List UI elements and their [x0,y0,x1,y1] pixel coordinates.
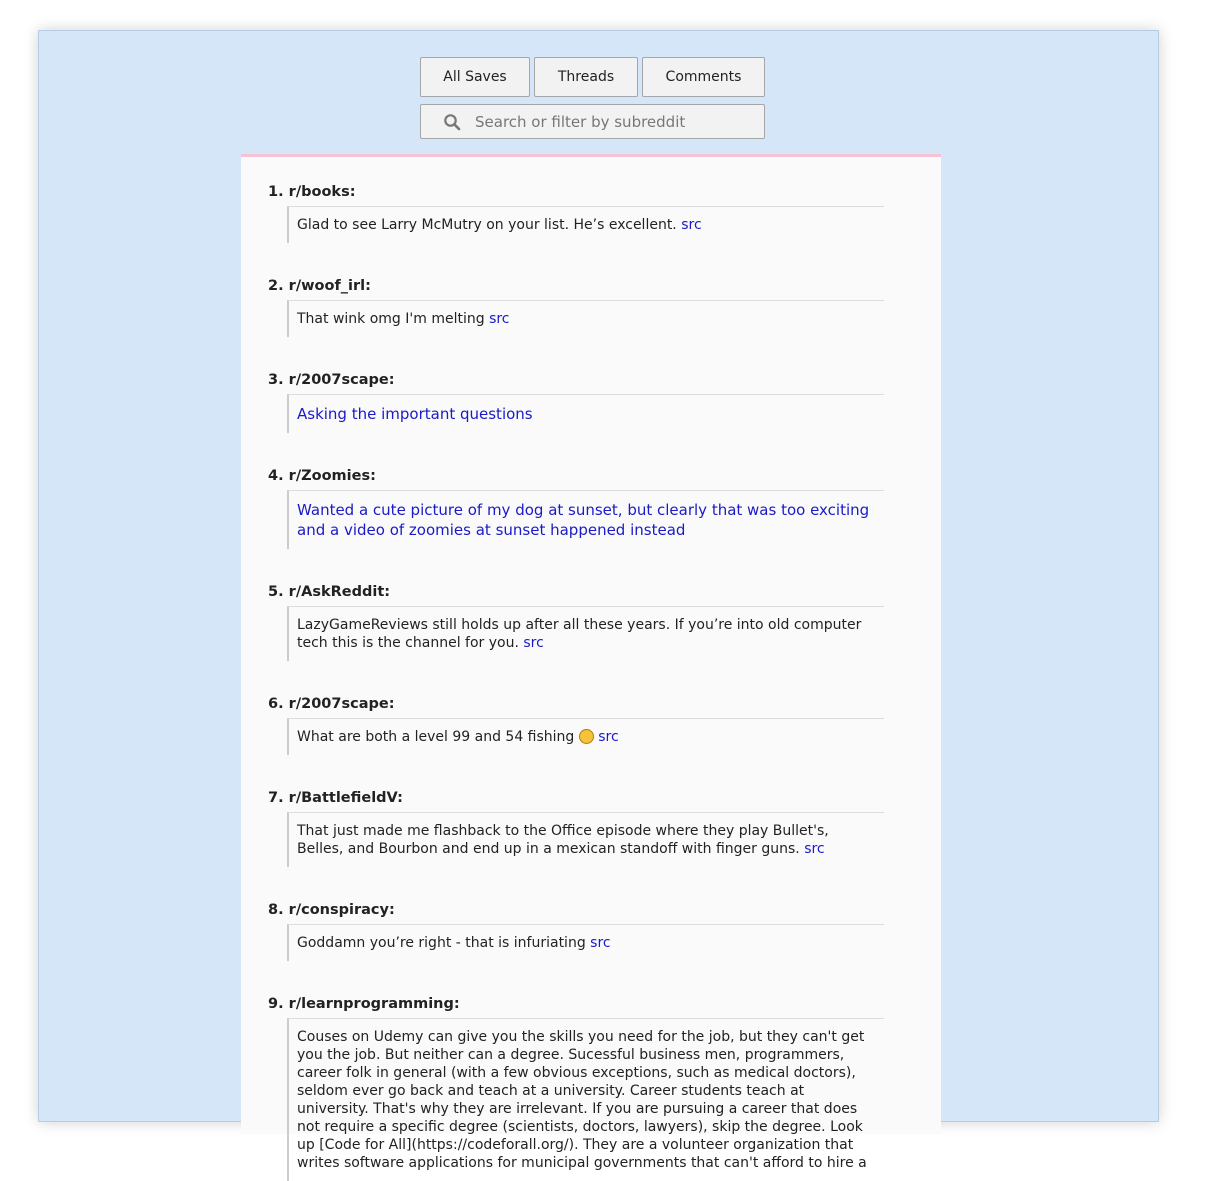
item-number: 8. [268,902,284,918]
list-item [268,789,884,867]
subreddit-label: r/BattlefieldV: [288,790,403,806]
item-header [268,277,884,295]
src-link[interactable]: src [681,217,702,233]
list-item [268,583,884,661]
search-icon [443,113,461,131]
item-number: 3. [268,372,284,388]
thread-body [287,394,884,433]
comment-body [287,718,884,755]
src-link[interactable]: src [598,729,619,745]
subreddit-label: r/Zoomies: [288,468,376,484]
subreddit-label: r/2007scape: [288,696,395,712]
thinking-face-emoji-icon [579,729,594,744]
list-item [268,467,884,549]
item-header [268,901,884,919]
tab-all-saves[interactable]: All Saves [420,57,530,97]
subreddit-label: r/woof_irl: [288,278,371,294]
tab-threads[interactable]: Threads [534,57,638,97]
search-box[interactable] [420,104,765,139]
thread-title-link[interactable]: Asking the important questions [297,405,533,423]
comment-text: Glad to see Larry McMutry on your list. He’s excellent. [297,217,677,233]
comment-text: That just made me flashback to the Office episode where they play Bullet's, Belles, and Bourbon and end up in a mexican standoff with finger guns. [297,823,829,857]
item-header [268,183,884,201]
src-link[interactable]: src [489,311,510,327]
saved-items-panel [241,154,941,1171]
subreddit-label: r/learnprogramming: [288,996,460,1012]
list-item [268,901,884,961]
list-item [268,277,884,337]
comment-body [287,812,884,867]
subreddit-label: r/2007scape: [288,372,395,388]
item-header [268,371,884,389]
item-header [268,995,884,1013]
item-number: 2. [268,278,284,294]
subreddit-label: r/books: [288,184,356,200]
thread-title-link[interactable]: Wanted a cute picture of my dog at sunset, but clearly that was too exciting and a video of zoomies at sunset happened instead [297,501,870,539]
comment-body [287,1018,884,1181]
saved-items-list [241,183,941,1181]
item-number: 9. [268,996,284,1012]
item-number: 6. [268,696,284,712]
thread-body [287,490,884,549]
tab-comments[interactable]: Comments [642,57,765,97]
item-header [268,695,884,713]
src-link[interactable]: src [804,841,825,857]
item-header [268,583,884,601]
filter-tabs [420,57,765,97]
comment-text: That wink omg I'm melting [297,311,485,327]
comment-text: Goddamn you’re right - that is infuriating [297,935,586,951]
comment-text: What are both a level 99 and 54 fishing [297,729,575,745]
src-link[interactable]: src [590,935,611,951]
list-item [268,995,884,1181]
comment-body [287,300,884,337]
list-item [268,695,884,755]
item-number: 1. [268,184,284,200]
subreddit-label: r/conspiracy: [288,902,395,918]
src-link[interactable]: src [523,635,544,651]
list-item [268,371,884,433]
list-item [268,183,884,243]
comment-body [287,924,884,961]
item-number: 5. [268,584,284,600]
search-input[interactable] [475,113,735,131]
item-header [268,789,884,807]
comment-text: LazyGameReviews still holds up after all these years. If you’re into old computer tech this is the channel for you. [297,617,862,651]
item-number: 7. [268,790,284,806]
item-header [268,467,884,485]
app-background [38,30,1159,1171]
subreddit-label: r/AskReddit: [288,584,391,600]
item-number: 4. [268,468,284,484]
comment-body [287,206,884,243]
comment-text: Couses on Udemy can give you the skills you need for the job, but they can't get you the job. But neither can a degree. Sucessful business men, programmers, career folk in general (with a few obvious exceptions, such as medical doctors), seldom ever go back and teach at a university. Career students teach at university. That's why they are irrelevant. If you are pursuing a career that does not require a specific degree (scientists, doctors, lawyers), skip the degree. Look up [Code for All](https://codeforall.org/). They are a volunteer organization that writes software applications for municipal governments that can't afford to hire a [297,1029,867,1171]
comment-body [287,606,884,661]
